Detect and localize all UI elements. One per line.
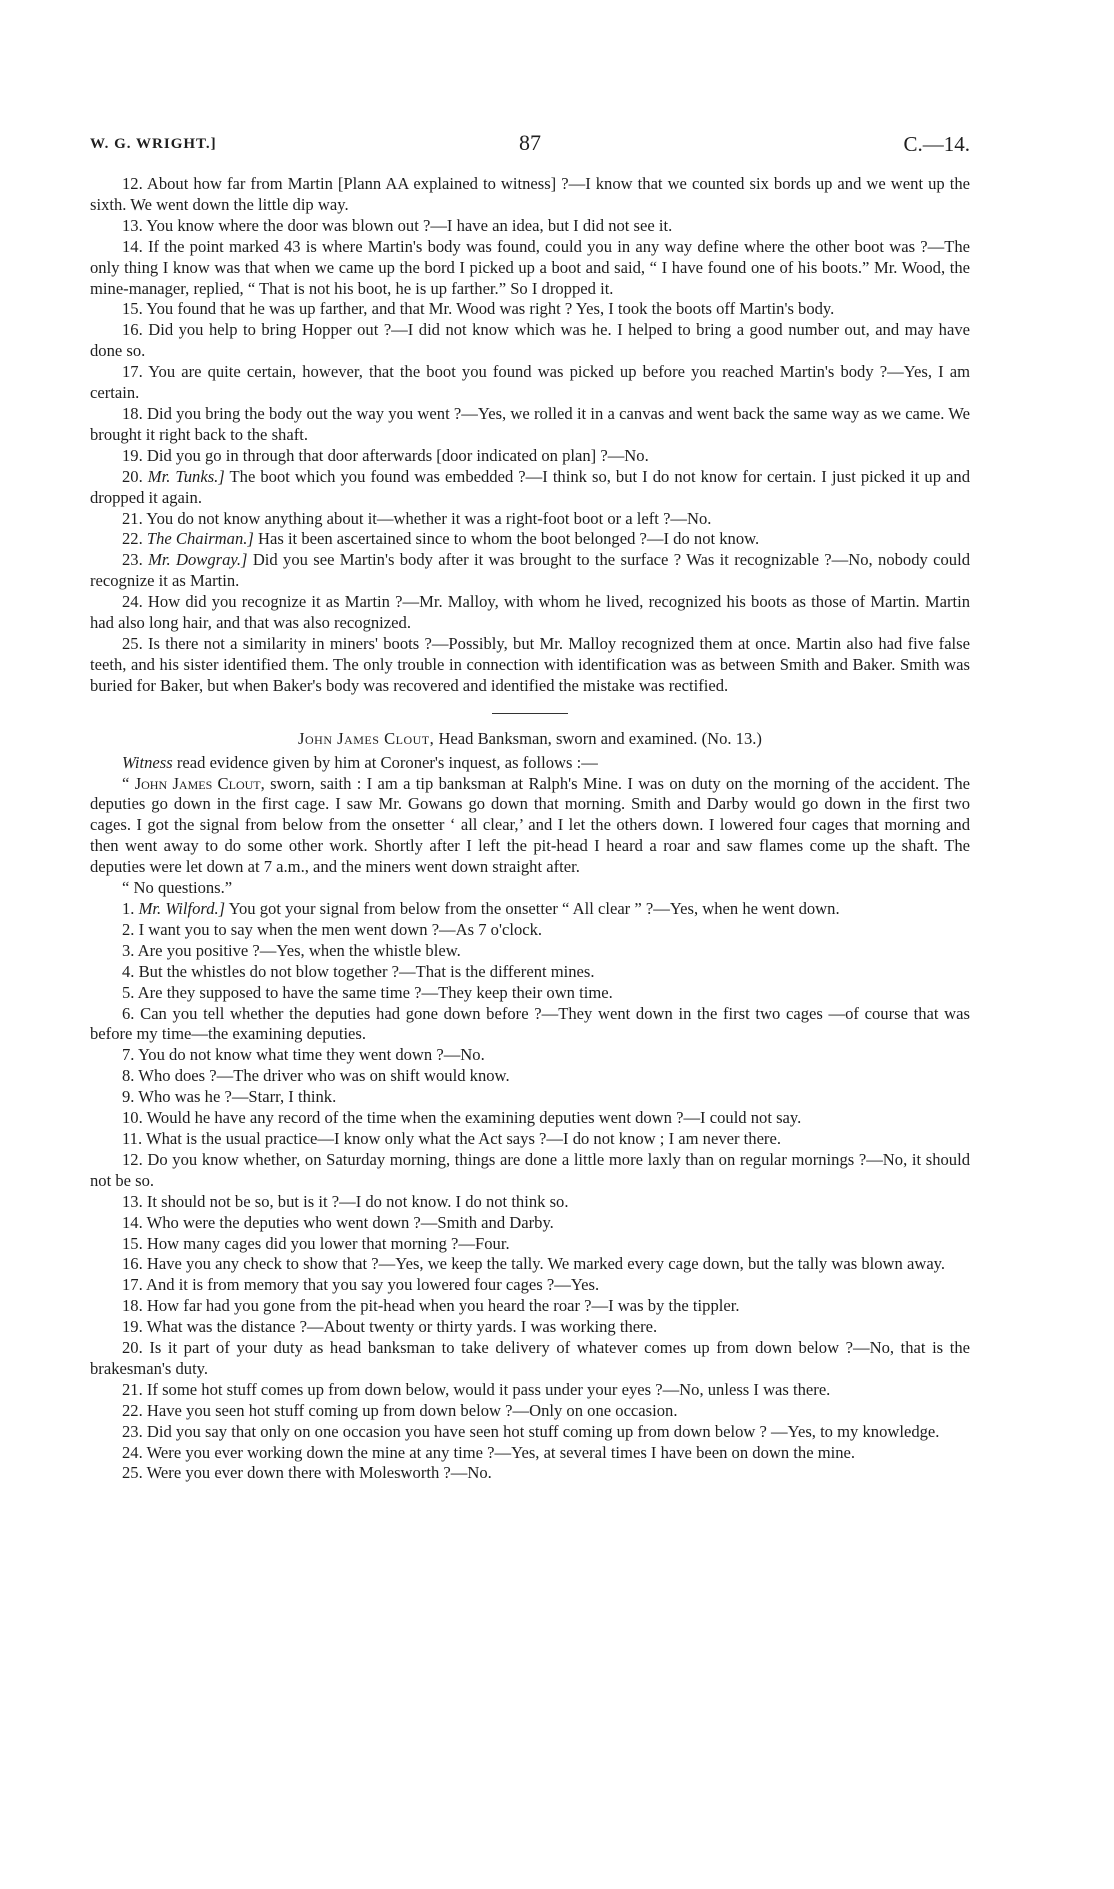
testimony-paragraph	[90, 216, 970, 237]
paragraph-text: 20. Is it part of your duty as head banksman to take delivery of whatever comes up from down below ?—No, that is the brakesman's duty.	[90, 1338, 970, 1378]
testimony-paragraph	[90, 899, 970, 920]
testimony-paragraph	[90, 550, 970, 592]
testimony-paragraph	[90, 174, 970, 216]
testimony-paragraph	[90, 1066, 970, 1087]
testimony-paragraph	[90, 1254, 970, 1275]
paragraph-text: 5. Are they supposed to have the same time ?—They keep their own time.	[122, 982, 613, 1002]
paragraph-text: Has it been ascertained since to whom the boot belonged ?—I do not know.	[253, 529, 760, 549]
testimony-paragraph	[90, 1443, 970, 1464]
testimony-paragraph	[90, 509, 970, 530]
paragraph-text: 10. Would he have any record of the time when the examining deputies went down ?—I could not say.	[122, 1108, 802, 1128]
testimony-paragraph	[90, 634, 970, 697]
witness-name: John James Clout,	[298, 728, 435, 748]
document-reference: C.—14.	[903, 132, 970, 156]
testimony-paragraph	[90, 962, 970, 983]
testimony-paragraph	[90, 878, 970, 899]
paragraph-text: You got your signal from below from the onsetter “ All clear ” ?—Yes, when he went down.	[225, 899, 840, 918]
testimony-paragraph	[90, 1401, 970, 1422]
testimony-paragraph	[90, 1317, 970, 1338]
testimony-paragraph	[90, 320, 970, 362]
paragraph-text: 14. Who were the deputies who went down ?—Smith and Darby.	[122, 1212, 554, 1232]
paragraph-text: read evidence given by him at Coroner's inquest, as follows :—	[172, 752, 598, 772]
testimony-paragraph	[90, 299, 970, 320]
testimony-continued	[90, 174, 970, 697]
paragraph-text: 25. Were you ever down there with Molesworth ?—No.	[122, 1463, 492, 1483]
testimony-paragraph	[90, 774, 970, 879]
paragraph-text: 4. But the whistles do not blow together ?—That is the different mines.	[122, 961, 595, 981]
paragraph-prefix: 20.	[122, 466, 148, 486]
page-header	[90, 130, 970, 160]
paragraph-text: 18. Did you bring the body out the way you went ?—Yes, we rolled it in a canvas and went back the same way as we came. We brought it right back to the shaft.	[90, 403, 970, 444]
testimony-paragraph	[90, 362, 970, 404]
paragraph-text: 19. Did you go in through that door afterwards [door indicated on plan] ?—No.	[122, 445, 649, 465]
paragraph-text: 11. What is the usual practice—I know only what the Act says ?—I do not know ; I am never there.	[122, 1128, 781, 1148]
paragraph-text: 21. You do not know anything about it—whether it was a right-foot boot or a left ?—No.	[122, 508, 712, 528]
paragraph-text: 13. It should not be so, but is it ?—I do not know. I do not think so.	[122, 1191, 569, 1211]
paragraph-text: 24. How did you recognize it as Martin ?—Mr. Malloy, with whom he lived, recognized his boots as those of Martin. Martin had also long hair, and that was also recognized.	[90, 592, 970, 633]
paragraph-text: 16. Have you any check to show that ?—Yes, we keep the tally. We marked every cage down, but the tally was blown away.	[122, 1254, 946, 1274]
paragraph-text: 9. Who was he ?—Starr, I think.	[122, 1087, 337, 1107]
paragraph-prefix: “	[122, 773, 135, 793]
testimony-paragraph	[90, 1213, 970, 1234]
paragraph-text: 25. Is there not a similarity in miners' boots ?—Possibly, but Mr. Malloy recognized them at once. Martin also had five false teeth, and his sister identified them. The only trouble in connection with identification was as between Smith and Baker. Smith was buried for Baker, but when Baker's body was recovered and identified the mistake was rectified.	[90, 633, 970, 695]
paragraph-text: Did you see Martin's body after it was brought to the surface ? Was it recognizable ?—No, nobody could recognize it as Martin.	[90, 550, 971, 591]
speaker-label: Mr. Wilford.]	[138, 899, 226, 918]
paragraph-text: 24. Were you ever working down the mine at any time ?—Yes, at several times I have been on down the mine.	[122, 1442, 856, 1462]
testimony-clout	[90, 753, 970, 1485]
paragraph-text: 6. Can you tell whether the deputies had gone down before ?—They went down in the first two cages —of course that was before my time—the examining deputies.	[90, 1003, 970, 1044]
speaker-label: Mr. Tunks.]	[147, 466, 225, 486]
paragraph-prefix: 22.	[122, 529, 147, 549]
testimony-paragraph	[90, 1422, 970, 1443]
testimony-paragraph	[90, 920, 970, 941]
testimony-paragraph	[90, 1296, 970, 1317]
paragraph-text: 17. And it is from memory that you say you lowered four cages ?—Yes.	[122, 1275, 600, 1295]
paragraph-text: 2. I want you to say when the men went down ?—As 7 o'clock.	[122, 919, 543, 939]
paragraph-text: 7. You do not know what time they went down ?—No.	[122, 1045, 485, 1065]
paragraph-prefix: 1.	[122, 899, 139, 918]
testimony-paragraph	[90, 1087, 970, 1108]
document-page	[90, 130, 970, 1484]
paragraph-text: 13. You know where the door was blown out ?—I have an idea, but I did not see it.	[122, 215, 673, 235]
paragraph-text: 12. Do you know whether, on Saturday morning, things are done a little more laxly than on regular mornings ?—No, it should not be so.	[90, 1149, 970, 1190]
testimony-paragraph	[90, 1129, 970, 1150]
paragraph-text: 16. Did you help to bring Hopper out ?—I did not know which was he. I helped to bring a good number out, and may have done so.	[90, 320, 970, 361]
testimony-paragraph	[90, 1234, 970, 1255]
paragraph-text: The boot which you found was embedded ?—I think so, but I do not know for certain. I just picked it up and dropped it again.	[90, 466, 971, 507]
testimony-paragraph	[90, 1192, 970, 1213]
testimony-paragraph	[90, 1463, 970, 1484]
testimony-paragraph	[90, 1275, 970, 1296]
speaker-label: The Chairman.]	[146, 529, 254, 549]
testimony-paragraph	[90, 237, 970, 300]
paragraph-text: 12. About how far from Martin [Plann AA explained to witness] ?—I know that we counted six bords up and we went up the sixth. We went down the little dip way.	[90, 174, 970, 214]
testimony-paragraph	[90, 1380, 970, 1401]
speaker-label: Witness	[122, 752, 173, 772]
section-title	[90, 728, 970, 749]
testimony-paragraph	[90, 446, 970, 467]
paragraph-text: 18. How far had you gone from the pit-head when you heard the roar ?—I was by the tippler.	[122, 1296, 740, 1316]
speaker-label: Mr. Dowgray.]	[148, 550, 248, 570]
testimony-paragraph	[90, 983, 970, 1004]
paragraph-text: sworn, saith : I am a tip banksman at Ralph's Mine. I was on duty on the morning of the accident. The deputies go down in the first cage. I saw Mr. Gowans go down that morning. Smith and Darby would go down in the first two cages. I got the signal from below from the onsetter ‘ all clear,’ and I let the others down. I lowered four cages that morning and then went away to do some other work. Shortly after I left the pit-head I heard a roar and saw flames come up the shaft. The deputies were let down at 7 a.m., and the miners went down straight after.	[90, 773, 971, 877]
testimony-paragraph	[90, 753, 970, 774]
paragraph-text: 23. Did you say that only on one occasion you have seen hot stuff coming up from down below ? —Yes, to my knowledge.	[122, 1421, 940, 1441]
paragraph-text: 8. Who does ?—The driver who was on shift would know.	[122, 1066, 510, 1086]
testimony-paragraph	[90, 529, 970, 550]
testimony-paragraph	[90, 1004, 970, 1046]
paragraph-text: 21. If some hot stuff comes up from down below, would it pass under your eyes ?—No, unless I was there.	[122, 1379, 831, 1399]
testimony-paragraph	[90, 1108, 970, 1129]
paragraph-text: 22. Have you seen hot stuff coming up from down below ?—Only on one occasion.	[122, 1400, 678, 1420]
paragraph-text: 17. You are quite certain, however, that the boot you found was picked up before you reached Martin's body ?—Yes, I am certain.	[90, 362, 970, 403]
paragraph-text: 15. You found that he was up farther, and that Mr. Wood was right ? Yes, I took the boots off Martin's body.	[122, 299, 835, 319]
section-title-text: Head Banksman, sworn and examined. (No. 13.)	[434, 728, 762, 748]
paragraph-text: 19. What was the distance ?—About twenty or thirty yards. I was working there.	[122, 1317, 658, 1337]
paragraph-text: 15. How many cages did you lower that morning ?—Four.	[122, 1233, 510, 1253]
testimony-paragraph	[90, 1045, 970, 1066]
testimony-paragraph	[90, 1338, 970, 1380]
testimony-paragraph	[90, 404, 970, 446]
paragraph-text: 14. If the point marked 43 is where Martin's body was found, could you in any way define where the other boot was ?—The only thing I know was that when we came up the bord I picked up a boot and said, “ I have found one of his boots.” Mr. Wood, the mine-manager, replied, “ That is not his boot, he is up farther.” So I dropped it.	[90, 236, 970, 298]
testimony-paragraph	[90, 1150, 970, 1192]
paragraph-prefix: 23.	[122, 550, 149, 570]
witness-name-inline: John James Clout,	[134, 773, 265, 793]
paragraph-text: “ No questions.”	[122, 878, 233, 898]
testimony-paragraph	[90, 941, 970, 962]
author-running-head: W. G. WRIGHT.]	[90, 136, 217, 152]
page-number: 87	[519, 130, 541, 155]
testimony-paragraph	[90, 592, 970, 634]
testimony-paragraph	[90, 467, 970, 509]
paragraph-text: 3. Are you positive ?—Yes, when the whistle blew.	[122, 940, 461, 960]
section-divider	[492, 713, 568, 714]
